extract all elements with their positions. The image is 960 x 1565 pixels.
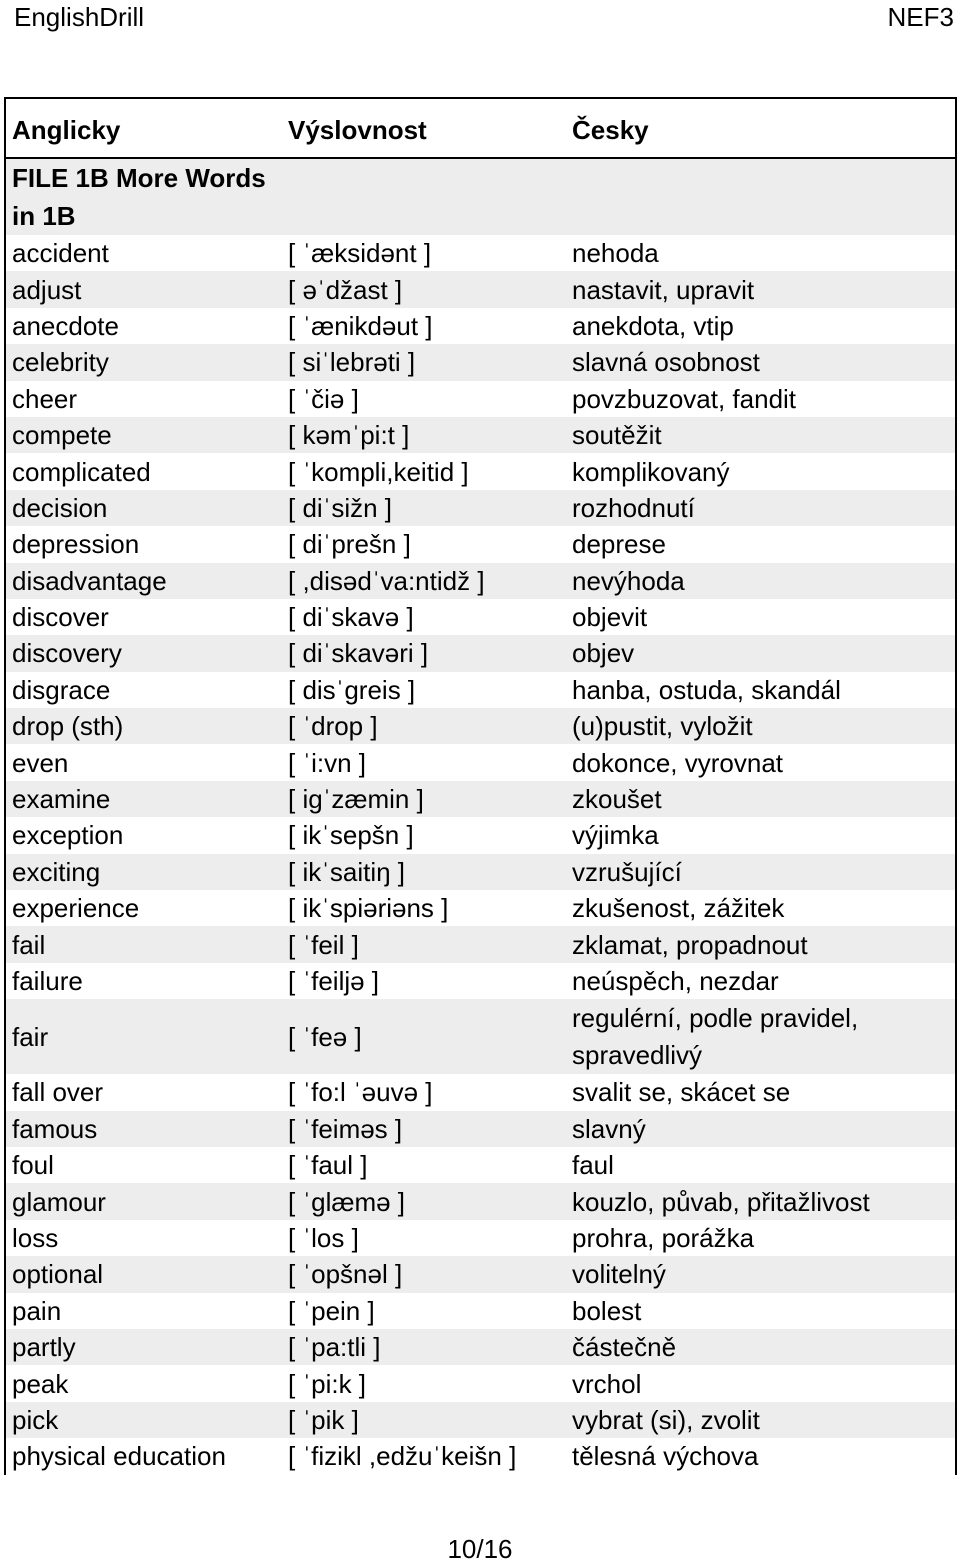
table-row xyxy=(5,1111,956,1147)
english-cell: drop (sth) xyxy=(5,708,282,744)
czech-cell: komplikovaný xyxy=(566,453,956,489)
english-cell: exception xyxy=(5,817,282,853)
czech-cell: dokonce, vyrovnat xyxy=(566,744,956,780)
english-cell: even xyxy=(5,744,282,780)
pronunciation-cell: [ ˈpi:k ] xyxy=(282,1365,566,1401)
pronunciation-cell: [ siˈlebrəti ] xyxy=(282,344,566,380)
czech-cell: bolest xyxy=(566,1293,956,1329)
czech-cell: rozhodnutí xyxy=(566,490,956,526)
czech-cell: zkoušet xyxy=(566,781,956,817)
book-code: NEF3 xyxy=(887,2,954,32)
pronunciation-cell: [ ikˈsepšn ] xyxy=(282,817,566,853)
czech-cell: anekdota, vtip xyxy=(566,308,956,344)
english-cell: experience xyxy=(5,890,282,926)
english-cell: foul xyxy=(5,1147,282,1183)
english-cell: accident xyxy=(5,235,282,271)
pronunciation-cell: [ ˈpik ] xyxy=(282,1402,566,1438)
table-row xyxy=(5,599,956,635)
pronunciation-cell: [ ˈfeiməs ] xyxy=(282,1111,566,1147)
table-row xyxy=(5,526,956,562)
pronunciation-cell: [ ˈfeiljə ] xyxy=(282,963,566,999)
english-cell: discovery xyxy=(5,635,282,671)
table-row xyxy=(5,490,956,526)
table-header-row xyxy=(5,98,956,158)
pronunciation-cell: [ ikˈspiəriəns ] xyxy=(282,890,566,926)
czech-cell: faul xyxy=(566,1147,956,1183)
pronunciation-cell: [ ˈænikdəut ] xyxy=(282,308,566,344)
pronunciation-cell: [ ˈfo:l ˈəuvə ] xyxy=(282,1074,566,1110)
english-cell: loss xyxy=(5,1220,282,1256)
pronunciation-cell: [ ˈfizikl ,edžuˈkeišn ] xyxy=(282,1438,566,1474)
pronunciation-cell: [ ikˈsaitiŋ ] xyxy=(282,854,566,890)
table-row xyxy=(5,1329,956,1365)
english-cell: pain xyxy=(5,1293,282,1329)
czech-cell: zklamat, propadnout xyxy=(566,926,956,962)
english-cell: adjust xyxy=(5,271,282,307)
english-cell: peak xyxy=(5,1365,282,1401)
table-row xyxy=(5,308,956,344)
czech-cell: objev xyxy=(566,635,956,671)
pronunciation-cell: [ əˈdžast ] xyxy=(282,271,566,307)
czech-cell: vzrušující xyxy=(566,854,956,890)
table-row xyxy=(5,271,956,307)
table-row xyxy=(5,635,956,671)
czech-cell: hanba, ostuda, skandál xyxy=(566,672,956,708)
english-cell: exciting xyxy=(5,854,282,890)
czech-cell: volitelný xyxy=(566,1256,956,1292)
table-row xyxy=(5,563,956,599)
english-cell: famous xyxy=(5,1111,282,1147)
english-cell: disadvantage xyxy=(5,563,282,599)
czech-cell: kouzlo, půvab, přitažlivost xyxy=(566,1183,956,1219)
table-row xyxy=(5,1365,956,1401)
english-cell: failure xyxy=(5,963,282,999)
table-row xyxy=(5,1183,956,1219)
english-cell: decision xyxy=(5,490,282,526)
pronunciation-cell: [ ˈpein ] xyxy=(282,1293,566,1329)
czech-cell: částečně xyxy=(566,1329,956,1365)
english-cell: partly xyxy=(5,1329,282,1365)
column-header-english: Anglicky xyxy=(5,98,282,158)
column-header-pronunciation: Výslovnost xyxy=(282,98,566,158)
pronunciation-cell: [ ˈdrop ] xyxy=(282,708,566,744)
czech-cell: nehoda xyxy=(566,235,956,271)
english-cell: glamour xyxy=(5,1183,282,1219)
pronunciation-cell: [ kəmˈpi:t ] xyxy=(282,417,566,453)
table-row xyxy=(5,453,956,489)
czech-cell: nevýhoda xyxy=(566,563,956,599)
section-title: FILE 1B More Words in 1B xyxy=(5,158,282,235)
section-row xyxy=(5,158,956,235)
english-cell: examine xyxy=(5,781,282,817)
table-row xyxy=(5,1147,956,1183)
czech-cell: vybrat (si), zvolit xyxy=(566,1402,956,1438)
table-row xyxy=(5,926,956,962)
table-row xyxy=(5,1220,956,1256)
english-cell: fail xyxy=(5,926,282,962)
pronunciation-cell: [ disˈgreis ] xyxy=(282,672,566,708)
table-row xyxy=(5,417,956,453)
english-cell: disgrace xyxy=(5,672,282,708)
czech-cell: (u)pustit, vyložit xyxy=(566,708,956,744)
table-row xyxy=(5,672,956,708)
table-row xyxy=(5,1293,956,1329)
vocabulary-table xyxy=(4,97,957,1475)
czech-cell: nastavit, upravit xyxy=(566,271,956,307)
table-row xyxy=(5,235,956,271)
pronunciation-cell: [ ˈkompli,keitid ] xyxy=(282,453,566,489)
table-row xyxy=(5,1256,956,1292)
table-row xyxy=(5,817,956,853)
czech-cell: slavný xyxy=(566,1111,956,1147)
czech-cell: deprese xyxy=(566,526,956,562)
pronunciation-cell: [ ,disədˈva:ntidž ] xyxy=(282,563,566,599)
table-body xyxy=(5,158,956,1475)
pronunciation-cell: [ ˈlos ] xyxy=(282,1220,566,1256)
czech-cell: slavná osobnost xyxy=(566,344,956,380)
english-cell: discover xyxy=(5,599,282,635)
pronunciation-cell: [ ˈopšnəl ] xyxy=(282,1256,566,1292)
table-row xyxy=(5,1074,956,1110)
pronunciation-cell: [ ˈglæmə ] xyxy=(282,1183,566,1219)
pronunciation-cell: [ ˈæksidənt ] xyxy=(282,235,566,271)
czech-cell: prohra, porážka xyxy=(566,1220,956,1256)
czech-cell: svalit se, skácet se xyxy=(566,1074,956,1110)
english-cell: compete xyxy=(5,417,282,453)
czech-cell: zkušenost, zážitek xyxy=(566,890,956,926)
pronunciation-cell: [ ˈfeə ] xyxy=(282,999,566,1074)
english-cell: celebrity xyxy=(5,344,282,380)
table-row xyxy=(5,890,956,926)
pronunciation-cell: [ diˈprešn ] xyxy=(282,526,566,562)
table-row xyxy=(5,381,956,417)
english-cell: physical education xyxy=(5,1438,282,1474)
czech-cell: neúspěch, nezdar xyxy=(566,963,956,999)
english-cell: optional xyxy=(5,1256,282,1292)
english-cell: fair xyxy=(5,999,282,1074)
czech-cell: soutěžit xyxy=(566,417,956,453)
czech-cell: výjimka xyxy=(566,817,956,853)
pronunciation-cell: [ ˈi:vn ] xyxy=(282,744,566,780)
table-row xyxy=(5,344,956,380)
table-row xyxy=(5,708,956,744)
column-header-czech: Česky xyxy=(566,98,956,158)
pronunciation-cell: [ ˈpa:tli ] xyxy=(282,1329,566,1365)
english-cell: complicated xyxy=(5,453,282,489)
english-cell: anecdote xyxy=(5,308,282,344)
table-row xyxy=(5,781,956,817)
table-row xyxy=(5,854,956,890)
table-row xyxy=(5,999,956,1074)
table-row xyxy=(5,963,956,999)
table-row xyxy=(5,1438,956,1474)
pronunciation-cell: [ diˈsižn ] xyxy=(282,490,566,526)
english-cell: pick xyxy=(5,1402,282,1438)
table-row xyxy=(5,1402,956,1438)
czech-cell: regulérní, podle pravidel, spravedlivý xyxy=(566,999,956,1074)
pronunciation-cell: [ diˈskavə ] xyxy=(282,599,566,635)
app-title: EnglishDrill xyxy=(14,2,145,32)
english-cell: fall over xyxy=(5,1074,282,1110)
table-row xyxy=(5,744,956,780)
czech-cell: povzbuzovat, fandit xyxy=(566,381,956,417)
pronunciation-cell: [ ˈčiə ] xyxy=(282,381,566,417)
czech-cell: vrchol xyxy=(566,1365,956,1401)
pronunciation-cell: [ ˈfeil ] xyxy=(282,926,566,962)
page-number: 10/16 xyxy=(447,1534,513,1564)
pronunciation-cell: [ ˈfaul ] xyxy=(282,1147,566,1183)
english-cell: cheer xyxy=(5,381,282,417)
english-cell: depression xyxy=(5,526,282,562)
czech-cell: tělesná výchova xyxy=(566,1438,956,1474)
pronunciation-cell: [ diˈskavəri ] xyxy=(282,635,566,671)
pronunciation-cell: [ igˈzæmin ] xyxy=(282,781,566,817)
czech-cell: objevit xyxy=(566,599,956,635)
